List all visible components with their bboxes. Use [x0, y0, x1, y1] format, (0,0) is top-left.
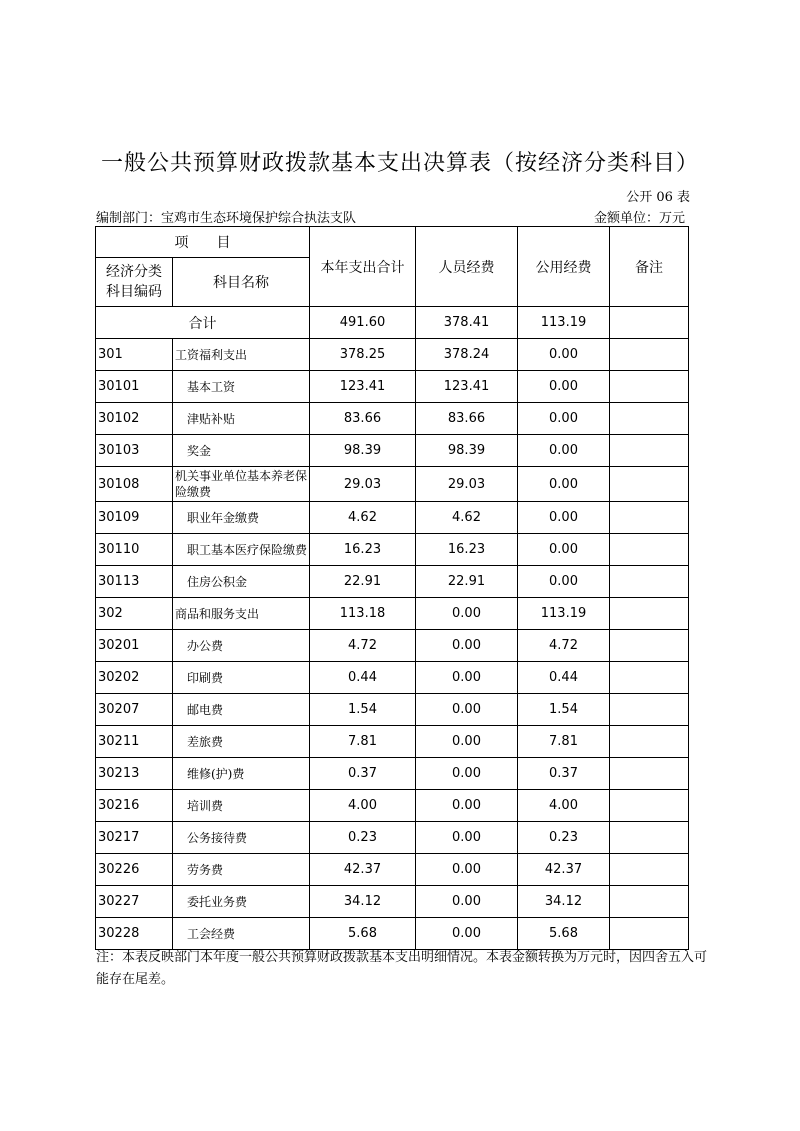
row-public: 4.00 — [518, 790, 610, 822]
row-total: 0.37 — [310, 758, 416, 790]
table-row — [96, 534, 689, 566]
row-name: 商品和服务支出 — [173, 598, 310, 630]
table-row — [96, 403, 689, 435]
row-public: 0.00 — [518, 403, 610, 435]
row-public: 0.00 — [518, 467, 610, 502]
row-personnel: 0.00 — [416, 918, 518, 950]
row-total: 378.25 — [310, 339, 416, 371]
table-row — [96, 662, 689, 694]
total-label: 合计 — [96, 307, 310, 339]
row-remark — [610, 662, 689, 694]
row-name: 公务接待费 — [173, 822, 310, 854]
row-code: 30228 — [96, 918, 173, 950]
row-remark — [610, 467, 689, 502]
row-personnel: 0.00 — [416, 662, 518, 694]
total-remark — [610, 307, 689, 339]
row-public: 7.81 — [518, 726, 610, 758]
row-public: 0.00 — [518, 534, 610, 566]
row-total: 16.23 — [310, 534, 416, 566]
row-remark — [610, 630, 689, 662]
row-name: 机关事业单位基本养老保险缴费 — [173, 467, 310, 502]
row-code: 30201 — [96, 630, 173, 662]
row-public: 1.54 — [518, 694, 610, 726]
row-name: 印刷费 — [173, 662, 310, 694]
row-remark — [610, 598, 689, 630]
row-code: 30217 — [96, 822, 173, 854]
row-remark — [610, 918, 689, 950]
row-total: 5.68 — [310, 918, 416, 950]
row-name: 邮电费 — [173, 694, 310, 726]
row-public: 4.72 — [518, 630, 610, 662]
row-code: 30113 — [96, 566, 173, 598]
row-personnel: 22.91 — [416, 566, 518, 598]
header-row-1 — [96, 227, 689, 258]
row-public: 0.23 — [518, 822, 610, 854]
row-total: 1.54 — [310, 694, 416, 726]
header-item: 项 目 — [96, 227, 310, 258]
row-name: 工会经费 — [173, 918, 310, 950]
row-code: 30102 — [96, 403, 173, 435]
row-remark — [610, 694, 689, 726]
row-personnel: 0.00 — [416, 758, 518, 790]
row-code: 30110 — [96, 534, 173, 566]
row-name: 差旅费 — [173, 726, 310, 758]
row-personnel: 123.41 — [416, 371, 518, 403]
header-personnel: 人员经费 — [416, 227, 518, 307]
row-name: 劳务费 — [173, 854, 310, 886]
row-total: 123.41 — [310, 371, 416, 403]
row-personnel: 4.62 — [416, 502, 518, 534]
row-public: 113.19 — [518, 598, 610, 630]
footnote: 注：本表反映部门本年度一般公共预算财政拨款基本支出明细情况。本表金额转换为万元时，因四舍五入可能存在尾差。 — [96, 950, 708, 987]
row-code: 30227 — [96, 886, 173, 918]
row-code: 30108 — [96, 467, 173, 502]
row-code: 30109 — [96, 502, 173, 534]
row-personnel: 29.03 — [416, 467, 518, 502]
row-public: 0.00 — [518, 371, 610, 403]
row-name: 委托业务费 — [173, 886, 310, 918]
row-name: 培训费 — [173, 790, 310, 822]
row-code: 301 — [96, 339, 173, 371]
row-personnel: 0.00 — [416, 854, 518, 886]
row-total: 98.39 — [310, 435, 416, 467]
table-row — [96, 758, 689, 790]
row-name: 基本工资 — [173, 371, 310, 403]
row-personnel: 0.00 — [416, 790, 518, 822]
total-personnel: 378.41 — [416, 307, 518, 339]
row-personnel: 378.24 — [416, 339, 518, 371]
table-row — [96, 726, 689, 758]
row-remark — [610, 726, 689, 758]
table-row — [96, 630, 689, 662]
table-row — [96, 467, 689, 502]
row-total: 113.18 — [310, 598, 416, 630]
table-row — [96, 435, 689, 467]
row-remark — [610, 371, 689, 403]
row-code: 30226 — [96, 854, 173, 886]
table-row — [96, 598, 689, 630]
row-code: 30211 — [96, 726, 173, 758]
row-name: 职工基本医疗保险缴费 — [173, 534, 310, 566]
row-remark — [610, 339, 689, 371]
row-remark — [610, 403, 689, 435]
row-public: 0.00 — [518, 502, 610, 534]
row-remark — [610, 566, 689, 598]
row-personnel: 0.00 — [416, 630, 518, 662]
table-row — [96, 694, 689, 726]
page-title: 一般公共预算财政拨款基本支出决算表（按经济分类科目） — [100, 151, 699, 176]
row-personnel: 98.39 — [416, 435, 518, 467]
row-public: 0.00 — [518, 339, 610, 371]
row-name: 住房公积金 — [173, 566, 310, 598]
row-remark — [610, 790, 689, 822]
row-name: 工资福利支出 — [173, 339, 310, 371]
table-row — [96, 822, 689, 854]
expenditure-table — [95, 226, 689, 950]
row-personnel: 0.00 — [416, 822, 518, 854]
row-remark — [610, 502, 689, 534]
header-code: 经济分类科目编码 — [96, 258, 173, 307]
total-public: 113.19 — [518, 307, 610, 339]
amount-unit: 金额单位：万元 — [593, 211, 685, 226]
compiling-department: 编制部门：宝鸡市生态环境保护综合执法支队 — [96, 211, 357, 226]
row-code: 302 — [96, 598, 173, 630]
row-code: 30207 — [96, 694, 173, 726]
row-total: 4.62 — [310, 502, 416, 534]
row-remark — [610, 886, 689, 918]
row-remark — [610, 854, 689, 886]
row-total: 0.44 — [310, 662, 416, 694]
row-name: 办公费 — [173, 630, 310, 662]
table-row — [96, 502, 689, 534]
total-amount: 491.60 — [310, 307, 416, 339]
row-remark — [610, 822, 689, 854]
row-code: 30103 — [96, 435, 173, 467]
row-personnel: 0.00 — [416, 694, 518, 726]
table-row — [96, 566, 689, 598]
row-personnel: 0.00 — [416, 726, 518, 758]
row-total: 7.81 — [310, 726, 416, 758]
row-total: 29.03 — [310, 467, 416, 502]
header-public: 公用经费 — [518, 227, 610, 307]
row-total: 83.66 — [310, 403, 416, 435]
table-row — [96, 854, 689, 886]
row-total: 34.12 — [310, 886, 416, 918]
row-code: 30202 — [96, 662, 173, 694]
row-public: 34.12 — [518, 886, 610, 918]
row-name: 津贴补贴 — [173, 403, 310, 435]
row-remark — [610, 534, 689, 566]
form-number: 公开 06 表 — [626, 190, 690, 205]
row-public: 0.44 — [518, 662, 610, 694]
row-total: 4.72 — [310, 630, 416, 662]
header-name: 科目名称 — [173, 258, 310, 307]
row-total: 4.00 — [310, 790, 416, 822]
row-personnel: 0.00 — [416, 598, 518, 630]
row-personnel: 16.23 — [416, 534, 518, 566]
table-row — [96, 371, 689, 403]
row-code: 30213 — [96, 758, 173, 790]
header-total: 本年支出合计 — [310, 227, 416, 307]
table-row — [96, 790, 689, 822]
row-public: 5.68 — [518, 918, 610, 950]
row-name: 奖金 — [173, 435, 310, 467]
row-remark — [610, 435, 689, 467]
table-row — [96, 339, 689, 371]
row-total: 22.91 — [310, 566, 416, 598]
row-remark — [610, 758, 689, 790]
table-row — [96, 886, 689, 918]
row-public: 42.37 — [518, 854, 610, 886]
row-name: 维修(护)费 — [173, 758, 310, 790]
row-public: 0.00 — [518, 435, 610, 467]
header-remark: 备注 — [610, 227, 689, 307]
row-total: 0.23 — [310, 822, 416, 854]
row-personnel: 83.66 — [416, 403, 518, 435]
row-code: 30101 — [96, 371, 173, 403]
row-public: 0.00 — [518, 566, 610, 598]
row-code: 30216 — [96, 790, 173, 822]
total-row — [96, 307, 689, 339]
row-public: 0.37 — [518, 758, 610, 790]
row-personnel: 0.00 — [416, 886, 518, 918]
row-total: 42.37 — [310, 854, 416, 886]
row-name: 职业年金缴费 — [173, 502, 310, 534]
table-row — [96, 918, 689, 950]
